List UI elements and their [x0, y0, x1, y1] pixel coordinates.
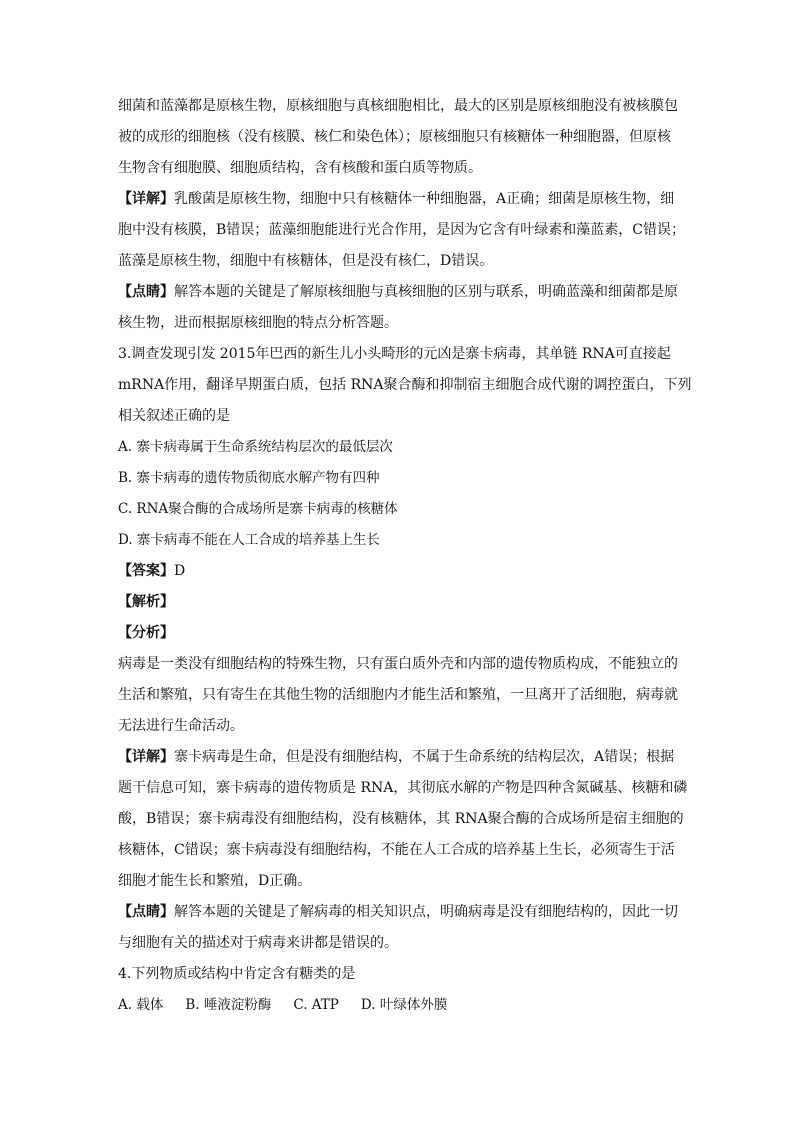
point-paragraph-line: [118, 282, 678, 302]
text-line: mRNA作用，翻译早期蛋白质，包括 RNA聚合酶和抑制宿主细胞合成代谢的调控蛋白，下列: [118, 377, 692, 393]
question-4-options: [118, 995, 447, 1015]
option-b: B. 唾液淀粉酶: [185, 997, 272, 1013]
text-line: 被的成形的细胞核（没有核膜、核仁和染色体）；原核细胞只有核糖体一种细胞器，但原核: [118, 129, 671, 145]
analysis-heading: [118, 592, 174, 612]
analysis-tag: 【解析】: [118, 594, 174, 610]
point-tag: 【点睛】: [118, 904, 174, 920]
option-b: B. 寨卡病毒的遗传物质彻底水解产物有四种: [118, 470, 380, 486]
fenxi-tag: 【分析】: [118, 625, 174, 641]
text-segment: 解答本题的关键是了解病毒的相关知识点，明确病毒是没有细胞结构的，因此一切: [174, 904, 678, 920]
detail-tag: 【详解】: [118, 749, 174, 765]
text-line: 病毒是一类没有细胞结构的特殊生物，只有蛋白质外壳和内部的遗传物质构成，不能独立的: [118, 656, 678, 672]
text-line: 相关叙述正确的是: [118, 408, 230, 424]
option-a: A. 寨卡病毒属于生命系统结构层次的最低层次: [118, 439, 393, 455]
text-segment: 乳酸菌是原核生物，细胞中只有核糖体一种细胞器，A正确；细菌是原核生物，细: [174, 191, 675, 207]
question-3-stem: 3.调查发现引发 2015年巴西的新生儿小头畸形的元凶是寨卡病毒，其单链 RNA可直接起: [118, 346, 671, 362]
point-tag: 【点睛】: [118, 284, 174, 300]
text-line: 与细胞有关的描述对于病毒来讲都是错误的。: [118, 935, 398, 951]
text-line: 生活和繁殖，只有寄生在其他生物的活细胞内才能生活和繁殖，一旦离开了活细胞，病毒就: [118, 687, 678, 703]
text-line: 生物含有细胞膜、细胞质结构，含有核酸和蛋白质等物质。: [118, 160, 482, 176]
text-line: 胞中没有核膜，B错误；蓝藻细胞能进行光合作用，是因为它含有叶绿素和藻蓝素，C错误；: [118, 222, 685, 238]
text-line: 细菌和蓝藻都是原核生物，原核细胞与真核细胞相比，最大的区别是原核细胞没有被核膜包: [118, 98, 678, 114]
text-segment: 解答本题的关键是了解原核细胞与真核细胞的区别与联系，明确蓝藻和细菌都是原: [174, 284, 678, 300]
answer-line: [118, 561, 185, 581]
text-line: 酸，B错误；寨卡病毒没有细胞结构，没有核糖体，其 RNA聚合酶的合成场所是宿主细胞的: [118, 811, 684, 827]
option-c: C. RNA聚合酶的合成场所是寨卡病毒的核糖体: [118, 501, 398, 517]
text-line: 蓝藻是原核生物，细胞中有核糖体，但是没有核仁，D错误。: [118, 253, 494, 269]
question-4-stem: 4.下列物质或结构中肯定含有糖类的是: [118, 966, 356, 982]
answer-value: D: [174, 563, 186, 579]
answer-tag: 【答案】: [118, 563, 174, 579]
detail-paragraph-line: [118, 747, 674, 767]
option-c: C. ATP: [293, 997, 339, 1013]
text-segment: 寨卡病毒是生命，但是没有细胞结构，不属于生命系统的结构层次，A错误；根据: [174, 749, 675, 765]
text-line: 无法进行生命活动。: [118, 718, 244, 734]
option-a: A. 载体: [118, 997, 164, 1013]
text-line: 题干信息可知，寨卡病毒的遗传物质是 RNA，其彻底水解的产物是四种含氮碱基、核糖和磷: [118, 780, 688, 796]
text-line: 核糖体，C错误；寨卡病毒没有细胞结构，不能在人工合成的培养基上生长，必须寄生于活: [118, 842, 675, 858]
text-line: 细胞才能生长和繁殖，D正确。: [118, 873, 312, 889]
detail-paragraph-line: [118, 189, 674, 209]
option-d: D. 寨卡病毒不能在人工合成的培养基上生长: [118, 532, 380, 548]
detail-tag: 【详解】: [118, 191, 174, 207]
fenxi-heading: [118, 623, 174, 643]
option-d: D. 叶绿体外膜: [360, 997, 448, 1013]
text-line: 核生物，进而根据原核细胞的特点分析答题。: [118, 315, 398, 331]
point-paragraph-line: [118, 902, 678, 922]
